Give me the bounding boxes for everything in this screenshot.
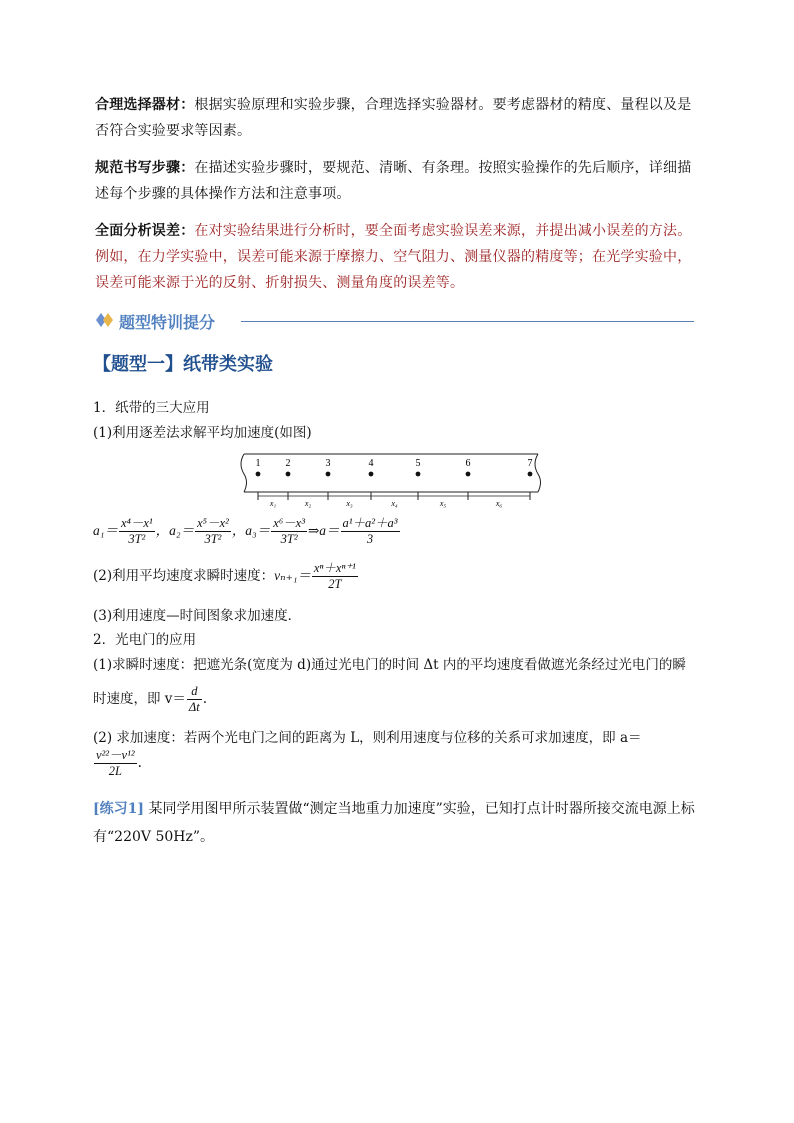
para-text: 在描述实验步骤时，要规范、清晰、有条理。按照实验操作的先后顺序，详细描述每个步骤的具体操作方法和注意事项。	[95, 160, 692, 202]
tape-point-label: 4	[368, 458, 374, 469]
tape-dot	[256, 472, 261, 477]
paper-tape-figure	[238, 452, 548, 508]
fraction: $\frac{\text{x⁵－x²}}{\text{3T²}}$	[197, 516, 229, 546]
tape-segment-label: x₁	[269, 499, 277, 508]
exercise-1	[93, 795, 703, 851]
formula-v: vₙ₊₁＝	[274, 568, 311, 583]
topic-heading: 【题型一】纸带类实验	[93, 354, 273, 375]
paragraph-error	[95, 218, 700, 296]
tape-segment-label: x₅	[439, 499, 447, 508]
para-label: 全面分析误差：	[95, 223, 195, 239]
paragraph-equipment	[95, 92, 700, 144]
tape-point-label: 7	[527, 458, 533, 469]
fraction: $\frac{\text{xⁿ＋xⁿ⁺¹}}{2T}$	[313, 561, 356, 591]
tape-dot	[528, 472, 533, 477]
tape-segment-label: x₃	[346, 499, 353, 508]
period: .	[202, 691, 208, 707]
formula-a: ⇒a＝	[307, 523, 340, 538]
tape-segment-label: x₂	[304, 499, 312, 508]
formula-a2: ，a₂＝	[155, 523, 195, 538]
item-2a-text: 时速度，即 v＝	[93, 691, 186, 707]
tape-point-label: 2	[285, 458, 291, 469]
tape-point-label: 5	[415, 458, 421, 469]
fraction: $\frac{\text{v²²－v¹²}}{2L}$	[96, 748, 135, 778]
fraction: $\frac{\text{x⁶－x³}}{\text{3T²}}$	[273, 516, 305, 546]
tape-point-label: 3	[325, 458, 331, 469]
item-1: 1．纸带的三大应用	[93, 400, 210, 416]
item-2: 2．光电门的应用	[93, 632, 197, 648]
tape-point-label: 6	[465, 458, 471, 469]
formula-diff	[93, 516, 401, 547]
paragraph-steps	[95, 155, 700, 207]
item-1b-text: (2)利用平均速度求瞬时速度：	[93, 568, 275, 584]
tape-dot	[416, 472, 421, 477]
para-text: 在对实验结果进行分析时，要全面考虑实验误差来源，并提出减小误差的方法。例如，在力学实验中，误差可能来源于摩擦力、空气阻力、测量仪器的精度等；在光学实验中，误差可能来源于光的反射、折射损失、测量角度的误差等。	[95, 223, 692, 291]
item-2b-line2	[93, 748, 142, 779]
period: .	[137, 755, 142, 771]
section-title: 题型特训提分	[119, 313, 216, 332]
tape-dot	[326, 472, 331, 477]
diamond-icon	[95, 312, 115, 328]
item-2b-line1: (2) 求加速度：若两个光电门之间的距离为 L，则利用速度与位移的关系可求加速度，即 a＝	[93, 730, 642, 746]
fraction: $\frac{\text{a¹＋a²＋a³}}{3}$	[342, 516, 398, 546]
item-1b	[93, 561, 359, 592]
item-2a-line1: (1)求瞬时速度：把遮光条(宽度为 d)通过光电门的时间 Δt 内的平均速度看做遮光条经过光电门的瞬	[93, 657, 686, 673]
tape-dot	[466, 472, 471, 477]
tape-point-label: 1	[255, 458, 261, 469]
item-1a: (1)利用逐差法求解平均加速度(如图)	[93, 425, 312, 441]
formula-a1: a₁＝	[93, 523, 118, 538]
item-1c: (3)利用速度—时间图象求加速度．	[93, 608, 302, 624]
fraction: $\frac{\text{x⁴－x¹}}{\text{3T²}}$	[120, 516, 153, 546]
tape-segment-label: x₄	[391, 499, 398, 508]
formula-a3: ，a₃＝	[231, 523, 271, 538]
tape-dot	[369, 472, 374, 477]
tape-dot	[286, 472, 291, 477]
item-2a-line2	[93, 684, 207, 715]
para-label: 规范书写步骤：	[95, 160, 195, 176]
exercise-tag: [练习1]	[93, 801, 144, 817]
tape-segment-label: x₆	[495, 499, 503, 508]
section-rule	[241, 321, 694, 322]
para-text: 根据实验原理和实验步骤，合理选择实验器材。要考虑器材的精度、量程以及是否符合实验要求等因素。	[95, 97, 692, 139]
para-label: 合理选择器材：	[95, 97, 195, 113]
exercise-text: 某同学用图甲所示装置做“测定当地重力加速度”实验，已知打点计时器所接交流电源上标有“220V 50Hz”。	[93, 801, 695, 845]
fraction: $\frac{d}{\Delta t}$	[188, 684, 200, 714]
section-header	[95, 308, 600, 336]
